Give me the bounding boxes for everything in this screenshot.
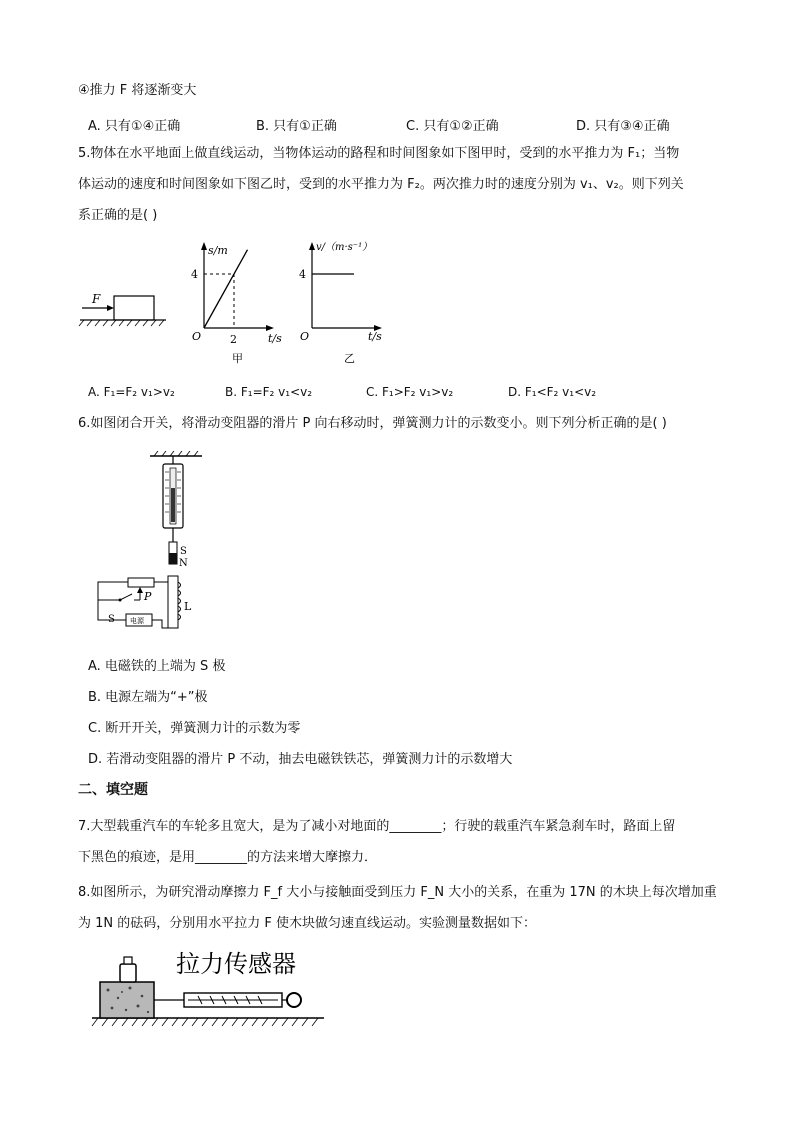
wire-left	[98, 582, 128, 600]
magnet-n-label: N	[179, 558, 188, 569]
q5-figure	[76, 236, 396, 372]
slider-p-label: P	[144, 590, 152, 603]
switch-s-label: S	[108, 614, 115, 625]
yi-caption: 乙	[344, 352, 355, 365]
power-source-label: 电源	[130, 617, 144, 625]
yi-y-arrowhead	[309, 242, 315, 250]
jia-series-line	[204, 250, 248, 328]
q5-option-a: A. F₁=F₂ v₁>v₂	[88, 385, 175, 399]
q6-option-b: B. 电源左端为“+”极	[88, 690, 208, 705]
q6-option-a: A. 电磁铁的上端为 S 极	[88, 659, 226, 674]
q4-option-b: B. 只有①正确	[256, 119, 337, 134]
yi-x-axis-label: t/s	[368, 330, 382, 343]
wooden-block	[100, 982, 154, 1018]
jia-x-axis-label: t/s	[268, 332, 282, 345]
switch-pivot	[119, 599, 122, 602]
q5-option-d: D. F₁<F₂ v₁<v₂	[508, 385, 597, 399]
jia-y-axis-label: s/m	[208, 244, 228, 257]
jia-y-arrowhead	[201, 242, 207, 250]
section-heading-fill-in: 二、填空题	[78, 782, 148, 798]
jia-x-arrowhead	[266, 325, 274, 331]
slider-p-arrow	[137, 587, 143, 593]
force-sensor-label: 拉力传感器	[176, 950, 296, 978]
q4-option-d: D. 只有③④正确	[576, 119, 670, 134]
bar-magnet-lower-half	[169, 553, 177, 564]
q8-text-line2: 为 1N 的砝码，分别用水平拉力 F 使木块做匀速直线运动。实验测量数据如下：	[78, 916, 537, 931]
q6-figure	[92, 450, 212, 640]
jia-x-tick: 2	[230, 333, 237, 346]
q6-option-d: D. 若滑动变阻器的滑片 P 不动，抽去电磁铁铁芯，弹簧测力计的示数增大	[88, 752, 513, 767]
ground-hatch	[79, 320, 164, 326]
block-diagram	[79, 292, 166, 326]
q5-text-line1: 5.物体在水平地面上做直线运动，当物体运动的路程和时间图象如下图甲时，受到的水平推力为 F₁；当物	[78, 146, 680, 161]
q8-ground-hatch	[92, 1018, 318, 1026]
force-sensor-ring	[287, 993, 301, 1007]
wire-source-coil	[152, 620, 168, 628]
q4-option-a: A. 只有①④正确	[88, 119, 181, 134]
chart-jia	[191, 242, 282, 365]
yi-origin-label: O	[300, 330, 310, 343]
jia-origin-label: O	[192, 330, 202, 343]
weight-knob	[124, 957, 132, 964]
magnet-s-label: S	[180, 546, 187, 557]
q8-figure	[88, 946, 328, 1036]
q5-text-line2: 体运动的速度和时间图象如下图乙时，受到的水平推力为 F₂。两次推力时的速度分别为 v₁、v₂。则下列关	[78, 177, 684, 192]
q5-option-c: C. F₁>F₂ v₁>v₂	[366, 385, 454, 399]
weight	[120, 964, 136, 982]
q5-option-b: B. F₁=F₂ v₁<v₂	[225, 385, 313, 399]
force-arrowhead	[107, 305, 114, 311]
jia-caption: 甲	[232, 352, 243, 365]
switch	[120, 594, 132, 600]
coil-l-label: L	[184, 600, 192, 613]
q8-text-line1: 8.如图所示，为研究滑动摩擦力 F_f 大小与接触面受到压力 F_N 大小的关系，在重为 17N 的木块上每次增加重	[78, 885, 717, 900]
iron-core	[168, 576, 178, 628]
q5-text-line3: 系正确的是( )	[78, 208, 158, 223]
spring-scale-pointer	[171, 488, 175, 522]
q7-text-line1: 7.大型载重汽车的车轮多且宽大，是为了减小对地面的________；行驶的载重汽车紧急刹车时，路面上留	[78, 819, 676, 834]
yi-y-tick: 4	[299, 268, 306, 281]
chart-yi	[299, 241, 382, 365]
rheostat	[128, 578, 154, 587]
q4-item4: ④推力 F 将逐渐变大	[78, 83, 197, 98]
q6-option-c: C. 断开开关，弹簧测力计的示数为零	[88, 721, 301, 736]
force-label: F	[92, 292, 101, 306]
block	[114, 296, 154, 320]
q7-text-line2: 下黑色的痕迹，是用________的方法来增大摩擦力．	[78, 850, 378, 865]
q4-option-c: C. 只有①②正确	[406, 119, 499, 134]
yi-y-axis-label: v/（m·s⁻¹）	[316, 242, 373, 253]
jia-y-tick: 4	[191, 268, 198, 281]
q6-text-line1: 6.如图闭合开关，将滑动变阻器的滑片 P 向右移动时，弹簧测力计的示数变小。则下列分析正确的是( )	[78, 416, 667, 431]
